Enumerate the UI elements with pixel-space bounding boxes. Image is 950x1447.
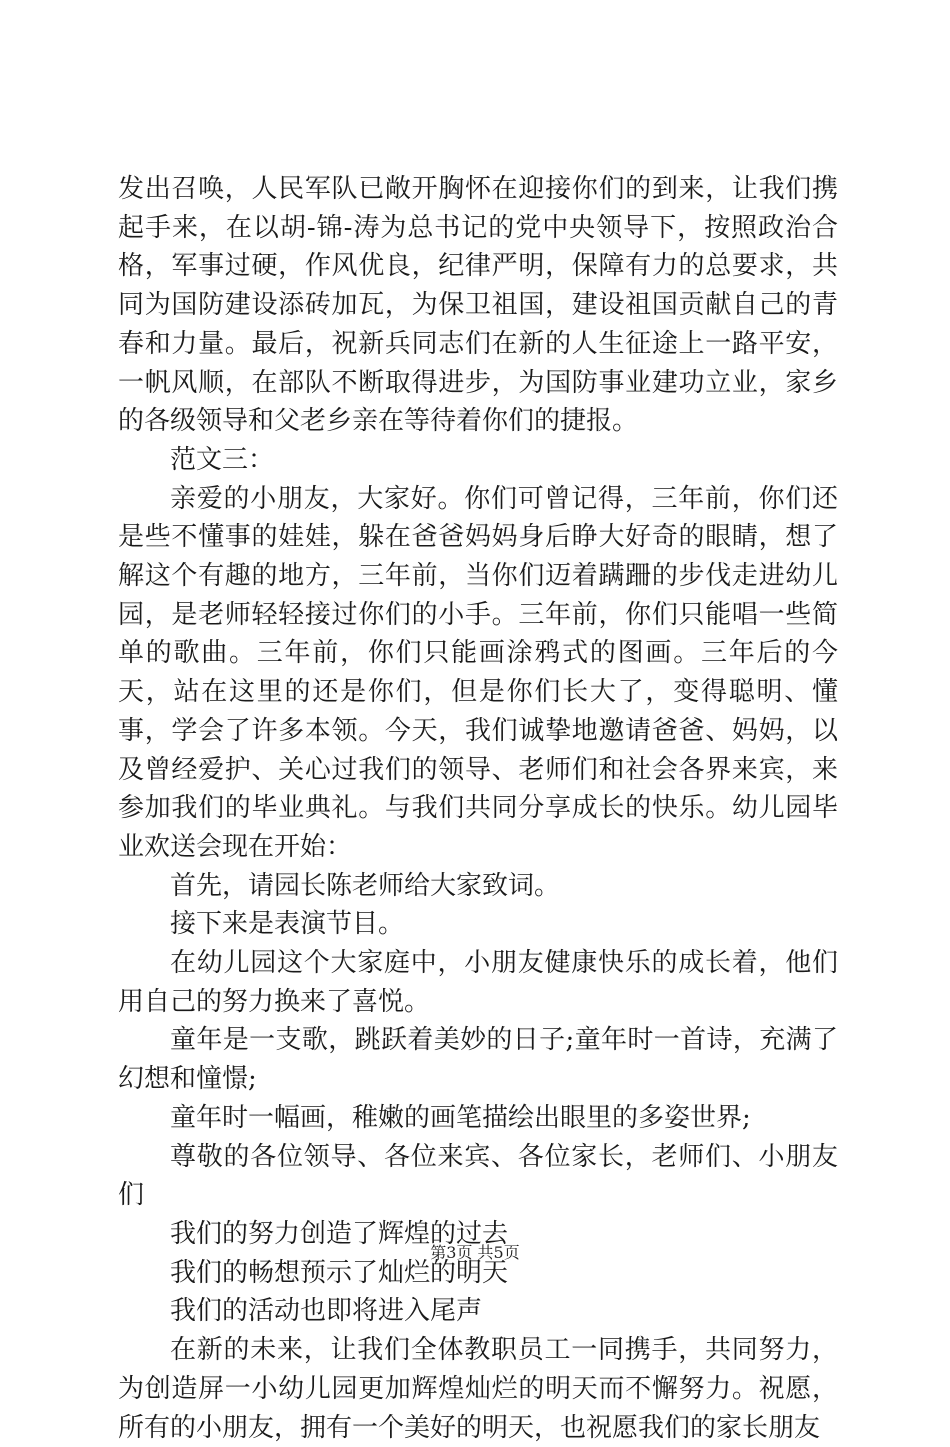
paragraph-ending: 我们的活动也即将进入尾声 [170, 1296, 483, 1327]
paragraph-continued-speech: 发出召唤，人民军队已敞开胸怀在迎接你们的到来，让我们携起手来，在以胡-锦-涛为总书记的党中央领导下，按照政治合格，军事过硬，作风优良，纪律严明，保障有力的总要求，共同为国防建设添砖加瓦，为保卫祖国，建设祖国贡献自己的青春和力量。最后，祝新兵同志们在新的人生征途上一路平安，一帆风顺，在部队不断取得进步，为国防事业建功立业，家乡的各级领导和父老乡亲在等待着你们的捷报。 [118, 174, 838, 437]
paragraph-childhood-song: 童年是一支歌，跳跃着美妙的日子;童年时一首诗，充满了幻想和憧憬; [118, 1025, 838, 1095]
paragraph-greeting: 亲爱的小朋友，大家好。你们可曾记得，三年前，你们还是些不懂事的娃娃，躲在爸爸妈妈身后睁大好奇的眼睛，想了解这个有趣的地方，三年前，当你们迈着蹒跚的步伐走进幼儿园，是老师轻轻接过你们的小手。三年前，你们只能唱一些简单的歌曲。三年前，你们只能画涂鸦式的图画。三年后的今天，站在这里的还是你们，但是你们长大了，变得聪明、懂事，学会了许多本领。今天，我们诚挚地邀请爸爸、妈妈，以及曾经爱护、关心过我们的领导、老师们和社会各界来宾，来参加我们的毕业典礼。与我们共同分享成长的快乐。幼儿园毕业欢送会现在开始： [118, 483, 838, 862]
paragraph-big-family: 在幼儿园这个大家庭中，小朋友健康快乐的成长着，他们用自己的努力换来了喜悦。 [118, 948, 838, 1017]
paragraph-glorious-past: 我们的努力创造了辉煌的过去 [170, 1218, 509, 1249]
paragraph-bright-future: 我们的畅想预示了灿烂的明天 [170, 1257, 509, 1288]
paragraph-childhood-painting: 童年时一幅画，稚嫩的画笔描绘出眼里的多姿世界; [170, 1102, 751, 1133]
paragraph-performance: 接下来是表演节目。 [170, 909, 405, 940]
page-number-footer: 第3页 共5页 [430, 1243, 520, 1262]
paragraph-new-future: 在新的未来，让我们全体教职员工一同携手，共同努力，为创造屏一小幼儿园更加辉煌灿烂的明天而不懈努力。祝愿，所有的小朋友，拥有一个美好的明天，也祝愿我们的家长朋友 [118, 1335, 838, 1443]
section-heading-sample-three: 范文三： [170, 444, 275, 475]
paragraph-principal-speech: 首先，请园长陈老师给大家致词。 [170, 870, 561, 901]
paragraph-address-guests: 尊敬的各位领导、各位来宾、各位家长，老师们、小朋友们 [118, 1141, 838, 1211]
